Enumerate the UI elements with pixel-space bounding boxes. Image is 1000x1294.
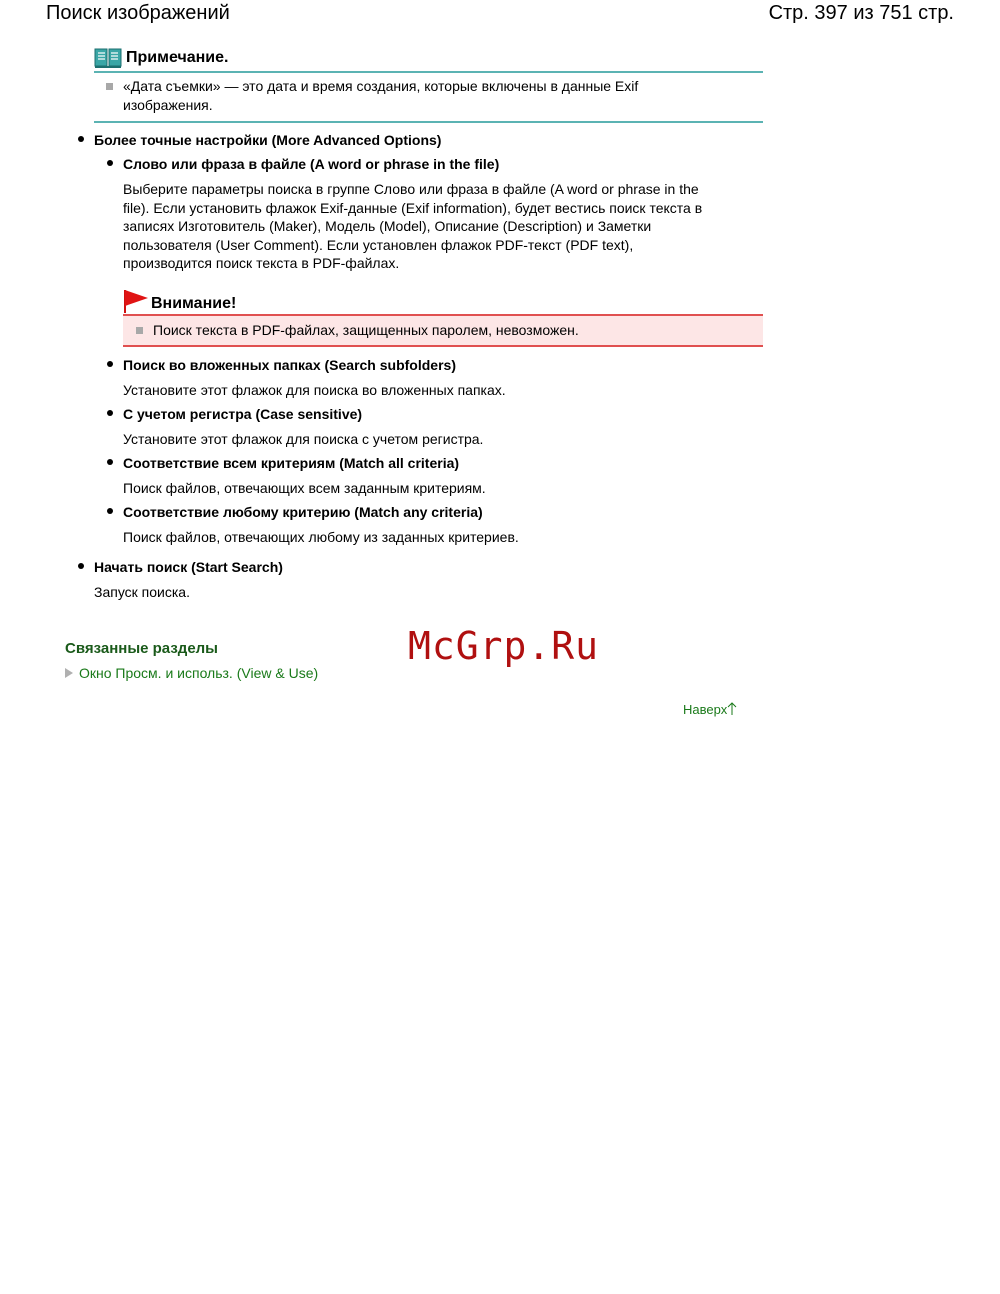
word-phrase-line-1: Выберите параметры поиска в группе Слово или фраза в файле (A word or phrase in the <box>123 181 699 197</box>
bullet-icon <box>107 160 113 166</box>
match-all-title: Соответствие всем критериям (Match all criteria) <box>123 455 460 471</box>
book-icon <box>94 47 122 69</box>
square-bullet-icon <box>136 327 143 334</box>
start-search-description: Запуск поиска. <box>94 584 190 600</box>
note-box <box>94 45 763 123</box>
warning-text: Поиск текста в PDF-файлах, защищенных паролем, невозможен. <box>153 322 579 338</box>
match-any-item <box>107 503 483 522</box>
warning-body <box>123 316 763 347</box>
advanced-options-title: Более точные настройки (More Advanced Options) <box>94 132 442 148</box>
bullet-icon <box>107 459 113 465</box>
warning-header <box>123 286 763 316</box>
match-any-title: Соответствие любому критерию (Match any criteria) <box>123 504 483 520</box>
bullet-icon <box>107 410 113 416</box>
note-line-2: изображения. <box>123 97 213 113</box>
note-line-1: «Дата съемки» — это дата и время создания, которые включены в данные Exif <box>123 78 639 94</box>
related-link-label[interactable]: Окно Просм. и использ. (View & Use) <box>79 665 319 681</box>
word-phrase-line-5: производится поиск текста в PDF-файлах. <box>123 255 400 271</box>
word-phrase-description <box>123 180 763 273</box>
back-to-top-link[interactable] <box>683 702 737 717</box>
start-search-title: Начать поиск (Start Search) <box>94 559 283 575</box>
note-header <box>94 45 763 73</box>
bullet-icon <box>107 361 113 367</box>
case-sensitive-description: Установите этот флажок для поиска с учетом регистра. <box>123 431 484 447</box>
watermark: McGrp.Ru <box>408 624 600 668</box>
back-to-top-label[interactable]: Наверх <box>683 702 728 717</box>
word-phrase-line-2: file). Если установить флажок Exif-данные (Exif information), будет вестись поиск текста в <box>123 199 703 216</box>
related-link-view-use[interactable] <box>65 665 318 681</box>
related-topics-title: Связанные разделы <box>65 640 218 657</box>
bullet-icon <box>78 563 84 569</box>
start-search-item <box>78 558 283 577</box>
subfolders-item <box>107 356 456 375</box>
match-all-description: Поиск файлов, отвечающих всем заданным критериям. <box>123 480 486 496</box>
note-body <box>94 73 763 123</box>
warning-title: Внимание! <box>151 295 237 312</box>
subfolders-description: Установите этот флажок для поиска во вложенных папках. <box>123 382 506 398</box>
triangle-right-icon <box>65 668 73 678</box>
case-sensitive-item <box>107 405 362 424</box>
warning-box <box>123 286 763 347</box>
match-any-description: Поиск файлов, отвечающих любому из заданных критериев. <box>123 529 519 545</box>
arrow-up-icon <box>727 702 737 715</box>
page-header-title: Поиск изображений <box>46 2 230 24</box>
advanced-options-item <box>78 131 441 150</box>
case-sensitive-title: С учетом регистра (Case sensitive) <box>123 406 363 422</box>
word-phrase-line-3: записях Изготовитель (Maker), Модель (Model), Описание (Description) и Заметки <box>123 218 652 234</box>
word-phrase-title: Слово или фраза в файле (A word or phrase in the file) <box>123 156 500 172</box>
word-phrase-item <box>107 155 499 174</box>
subfolders-title: Поиск во вложенных папках (Search subfolders) <box>123 357 456 373</box>
note-title: Примечание. <box>126 49 229 66</box>
page-number: Стр. 397 из 751 стр. <box>768 2 954 24</box>
bullet-icon <box>78 136 84 142</box>
word-phrase-line-4: пользователя (User Comment). Если установлен флажок PDF-текст (PDF text), <box>123 236 634 253</box>
red-flag-icon <box>123 288 149 314</box>
match-all-item <box>107 454 459 473</box>
square-bullet-icon <box>106 83 113 90</box>
bullet-icon <box>107 508 113 514</box>
